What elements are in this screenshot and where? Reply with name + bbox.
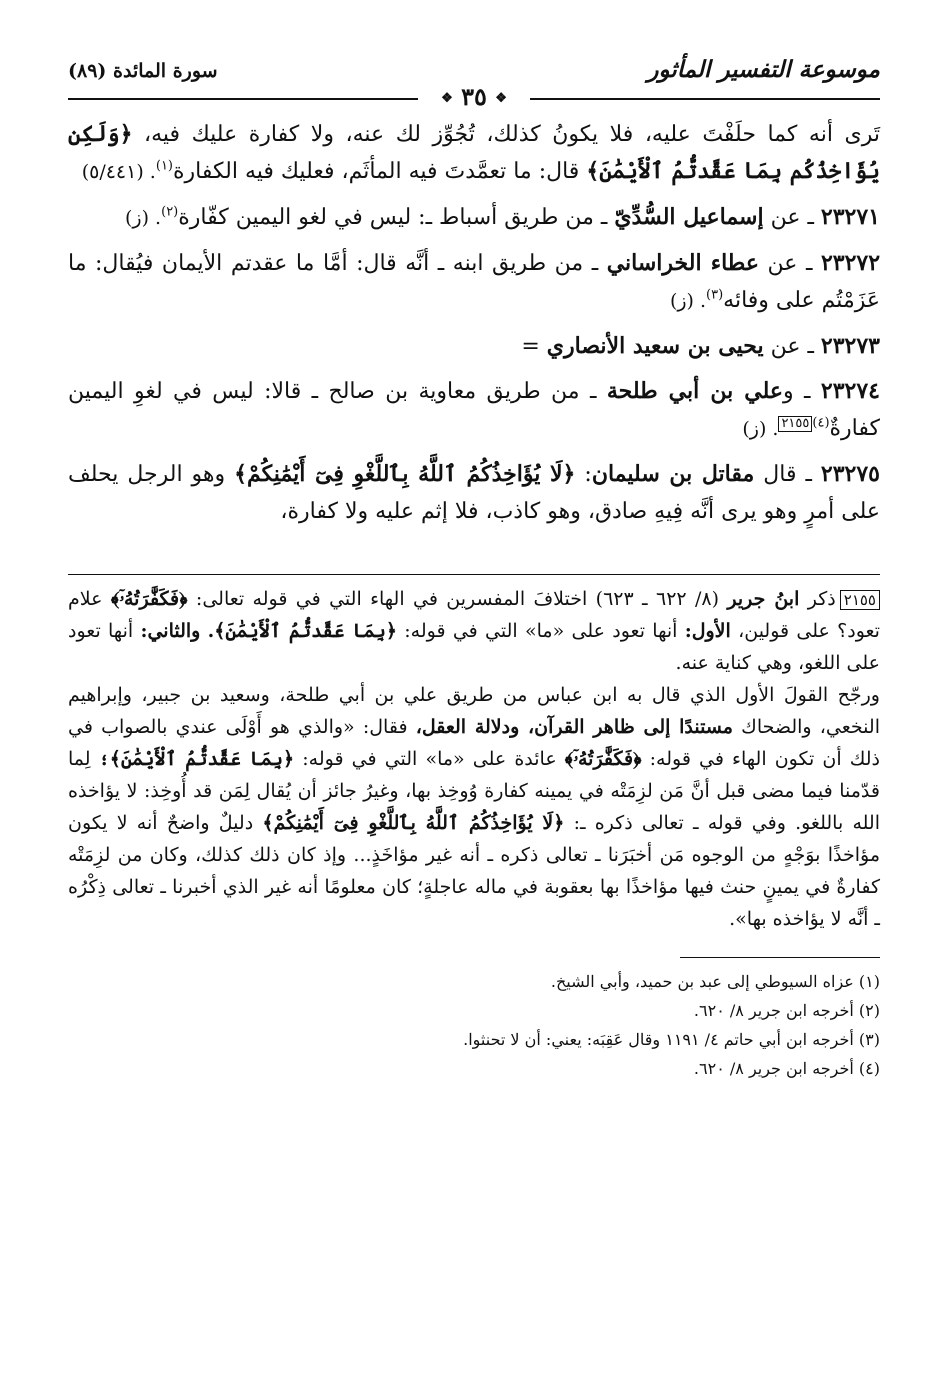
book-page — [68, 52, 880, 1352]
entry-number: ٢٣٢٧٥ — [820, 461, 880, 487]
page-number-text: ٣٥ — [461, 82, 487, 111]
narrator-name: إسماعيل السُّدِّيّ — [614, 204, 764, 230]
footnote-marker: (٢) — [161, 204, 179, 220]
page-number — [420, 82, 528, 111]
footnote-marker: (٤) — [812, 415, 830, 431]
commentary-box-number: ٢١٥٥ — [840, 590, 880, 610]
reference: . (ز) — [669, 290, 707, 312]
page-header — [68, 52, 880, 111]
footnote-4: (٤) أخرجه ابن جرير ٨/ ٦٢٠. — [693, 1059, 880, 1078]
header-rule-right — [530, 98, 880, 100]
text: ذكر — [807, 588, 836, 610]
label-second: والثاني: — [140, 620, 201, 642]
text: : — [584, 462, 592, 487]
text: = — [521, 334, 540, 359]
commentary-box-ref: ٢١٥٥ — [778, 416, 812, 432]
entry-number: ٢٣٢٧٤ — [820, 378, 880, 404]
quran-verse: ﴿بِمَا عَقَّدتُّمُ ٱلْأَيْمَٰنَ﴾؛ — [98, 748, 295, 770]
paragraph-continuation — [68, 116, 880, 191]
entry-number: ٢٣٢٧٣ — [820, 333, 880, 359]
text: ـ من طريق أسباط ـ: ليس في لغو اليمين كفّارة — [178, 205, 608, 230]
entry-number: ٢٣٢٧١ — [820, 204, 880, 230]
text: وهو الرجل يحلف على أمرٍ وهو يرى أنَّه فِيهِ صادق، وهو كاذب، فلا إثم عليه ولا كفارة، — [68, 462, 880, 524]
quran-verse: ﴿وَلَكِن يُؤَاخِذُكُم بِمَا عَقَّدتُّمُ ٱلْأَيْمَٰنَ﴾ — [68, 121, 880, 184]
quran-verse: ﴿فَكَفَّٰرَتُهُۥٓ﴾ — [110, 588, 188, 610]
quran-verse: ﴿لَا يُؤَاخِذُكُمُ ٱللَّهُ بِٱللَّغْوِ فِىٓ أَيْمَٰنِكُمْ﴾ — [234, 461, 576, 487]
reference: . (٥/٤٤١) — [81, 161, 156, 183]
text: أنها تعود على «ما» التي في قوله: — [404, 620, 678, 642]
text: عائدة على «ما» التي في قوله: — [302, 748, 557, 770]
ornament-icon: ❖ — [441, 91, 453, 106]
reference: . (ز) — [125, 207, 162, 229]
text: ـ من طريق ابنه ـ أنَّه قال: أمَّا ما عقدتم الأيمان فيُقال: ما عَزَمْتُم على وفائه — [68, 251, 880, 313]
header-rule-left — [68, 98, 418, 100]
quran-verse: ﴿بِمَا عَقَّدتُّمُ ٱلْأَيْمَٰنَ﴾. — [207, 620, 397, 642]
reference: . (ز) — [742, 418, 779, 440]
footnote-marker: (١) — [155, 158, 173, 174]
text: ـ من طريق معاوية بن صالح ـ قالا: ليس في لغوِ اليمين كفارةٌ — [68, 379, 880, 441]
text: تَرى أنه كما حلَفْتَ عليه، فلا يكونُ كذلك، تُجُوِّز لك عنه، ولا كفارة عليك فيه، — [144, 122, 880, 147]
commentary — [68, 583, 880, 935]
text: ـ عن — [770, 205, 814, 230]
entry-23275 — [68, 456, 880, 530]
text: ـ عن — [770, 334, 814, 359]
commentary-paragraph-1 — [68, 583, 880, 679]
text: قال: ما تعمَّدتَ فيه المأثَم، فعليك فيه الكفارة — [173, 159, 580, 184]
quran-verse: ﴿فَكَفَّٰرَتُهُۥٓ﴾ — [564, 748, 642, 770]
text: ـ و — [783, 379, 811, 404]
text: علام تعود؟ على قولين، — [68, 588, 880, 642]
text: دليلٌ واضحٌ أنه لا يكون مؤاخذًا بوَجْهٍ من الوجوه مَن أخبَرَنا ـ تعالى ذكره ـ أنه غير مؤاخَذٍ... وإذ كان ذلك كذلك، وكان من لزِمَتْه كفارةٌ في يمينٍ حنث فيها مؤاخذًا بها بعقوبة في ماله عاجلةٍ؛ كان معلومًا أنه غير الذي أخبرنا ـ تعالى ذِكْرُه ـ أنَّه لا يؤاخذه بها». — [68, 812, 880, 930]
quran-verse: ﴿لَا يُؤَاخِذُكُمُ ٱللَّهُ بِٱللَّغْوِ فِىٓ أَيْمَٰنِكُمْ﴾ — [262, 812, 565, 834]
footnote-3: (٣) أخرجه ابن أبي حاتم ٤/ ١١٩١ وقال عَقِبَه: يعني: أن لا تحنثوا. — [463, 1030, 880, 1049]
ornament-icon: ❖ — [495, 91, 507, 106]
main-text — [68, 116, 880, 530]
scholar-name: ابنُ جرير — [727, 588, 800, 610]
emphasis: مستندًا إلى ظاهر القرآن، ودلالة العقل، — [415, 716, 733, 738]
footnote-marker: (٣) — [706, 287, 724, 303]
entry-23272 — [68, 245, 880, 320]
text: ـ قال — [763, 462, 812, 487]
commentary-separator — [68, 574, 880, 575]
footnote-separator — [680, 957, 880, 958]
narrator-name: علي بن أبي طلحة — [606, 378, 784, 404]
text: أنها تعود على اللغو، وهي كناية عنه. — [68, 620, 880, 674]
entry-23271 — [68, 199, 880, 237]
surah-title: سورة المائدة (٨٩) — [68, 60, 218, 82]
entry-23273 — [68, 328, 880, 365]
narrator-name: مقاتل بن سليمان — [591, 461, 755, 487]
text: ورجّح القولَ الأول الذي قال به ابن عباس من طريق علي بن أبي طلحة، وسعيد بن جبير، وإبراهيم النخعي، والضحاك — [68, 684, 880, 738]
commentary-paragraph-2 — [68, 679, 880, 935]
entry-number: ٢٣٢٧٢ — [820, 250, 881, 276]
text: (٨/ ٦٢٢ ـ ٦٢٣) اختلافَ المفسرين في الهاء التي في قوله تعالى: — [195, 588, 720, 610]
text: لِما قدّمنا فيما مضى قبل أنَّ مَن لزِمَتْه في يمينه كفارة وُوخِذ بها، وغيرُ جائز أن يُقال لِمَن قد أُوخِذ: لا يؤاخذه الله باللغو. وفي قوله ـ تعالى ذكره ـ: — [68, 748, 880, 834]
text: فقال: «والذي هو أَوْلَى عندي بالصواب في ذلك أن تكون الهاء في قوله: — [68, 716, 880, 770]
running-title: موسوعة التفسير المأثور — [647, 56, 880, 83]
text: ـ عن — [767, 251, 813, 276]
footnote-2: (٢) أخرجه ابن جرير ٨/ ٦٢٠. — [693, 1001, 880, 1020]
footnote-1: (١) عزاه السيوطي إلى عبد بن حميد، وأبي الشيخ. — [550, 972, 880, 991]
narrator-name: يحيى بن سعيد الأنصاري — [546, 333, 764, 359]
label-first: الأول: — [684, 620, 731, 642]
narrator-name: عطاء الخراساني — [606, 250, 759, 276]
footnotes — [68, 968, 880, 1082]
entry-23274 — [68, 373, 880, 448]
